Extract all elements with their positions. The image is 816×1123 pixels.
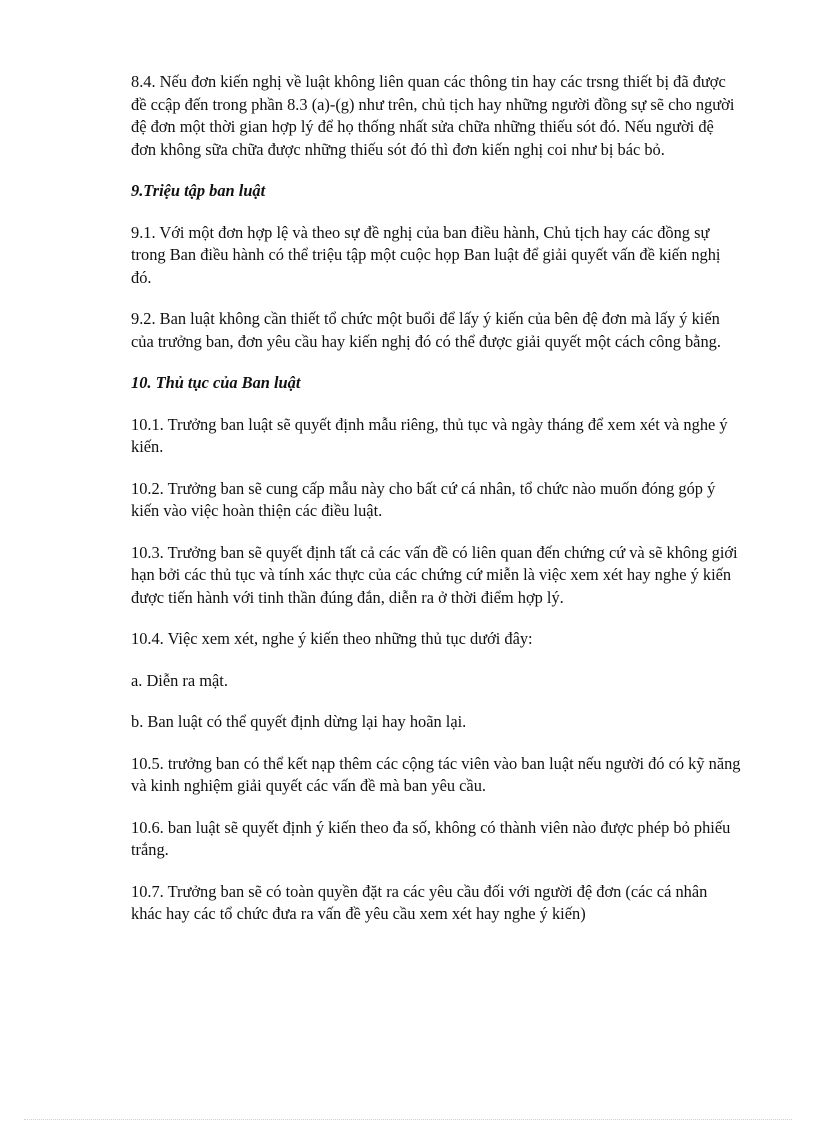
list-item-a: a. Diễn ra mật. (131, 670, 228, 690)
paragraph-10-4: 10.4. Việc xem xét, nghe ý kiến theo những thủ tục dưới đây: (131, 629, 533, 648)
paragraph-9-1: 9.1. Với một đơn hợp lệ và theo sự đề nghị của ban điều hành, Chủ tịch hay các đồng sự trong Ban điều hành có thể triệu tập một cuộc họp Ban luật để giải quyết vấn đề kiến nghị đó. (131, 222, 721, 287)
paragraph-10-5: 10.5. trưởng ban có thể kết nạp thêm các cộng tác viên vào ban luật nếu người đó có kỹ năng và kinh nghiệm giải quyết các vấn đề mà ban yêu cầu. (131, 753, 741, 795)
paragraph-9-2: 9.2. Ban luật không cần thiết tổ chức một buổi để lấy ý kiến của bên đệ đơn mà lấy ý kiến của trưởng ban, đơn yêu cầu hay kiến nghị đó có thể được giải quyết một cách công bằng. (131, 309, 721, 351)
document-page (131, 71, 741, 945)
paragraph-8-4: 8.4. Nếu đơn kiến nghị về luật không liên quan các thông tin hay các trsng thiết bị đã được đề ccập đến trong phần 8.3 (a)-(g) như trên, chủ tịch hay những người đồng sự sẽ cho người đệ đơn một thời gian hợp lý để họ thống nhất sửa chữa những thiếu sót đó. Nếu người đệ đơn không sữa chữa được những thiếu sót đó thì đơn kiến nghị coi như bị bác bỏ. (131, 72, 735, 159)
page-bottom-divider (24, 1119, 792, 1120)
paragraph-10-1: 10.1. Trưởng ban luật sẽ quyết định mẫu riêng, thủ tục và ngày tháng để xem xét và nghe ý kiến. (131, 414, 728, 456)
section-heading-9: 9.Triệu tập ban luật (131, 181, 266, 200)
paragraph-10-3: 10.3. Trưởng ban sẽ quyết định tất cả các vấn đề có liên quan đến chứng cứ và sẽ không giới hạn bởi các thủ tục và tính xác thực của các chứng cứ miễn là việc xem xét hay nghe ý kiến được tiến hành với tinh thần đúng đắn, diễn ra ở thời điểm hợp lý. (131, 542, 738, 607)
list-item-b: b. Ban luật có thể quyết định dừng lại hay hoãn lại. (131, 712, 467, 731)
paragraph-10-2: 10.2. Trưởng ban sẽ cung cấp mẫu này cho bất cứ cá nhân, tổ chức nào muốn đóng góp ý kiến vào việc hoàn thiện các điều luật. (131, 478, 716, 520)
paragraph-10-7: 10.7. Trưởng ban sẽ có toàn quyền đặt ra các yêu cầu đối với người đệ đơn (các cá nhân khác hay các tổ chức đưa ra vấn đề yêu cầu xem xét hay nghe ý kiến) (131, 881, 708, 923)
paragraph-10-6: 10.6. ban luật sẽ quyết định ý kiến theo đa số, không có thành viên nào được phép bỏ phiếu trắng. (131, 817, 731, 859)
section-heading-10: 10. Thủ tục của Ban luật (131, 373, 301, 392)
